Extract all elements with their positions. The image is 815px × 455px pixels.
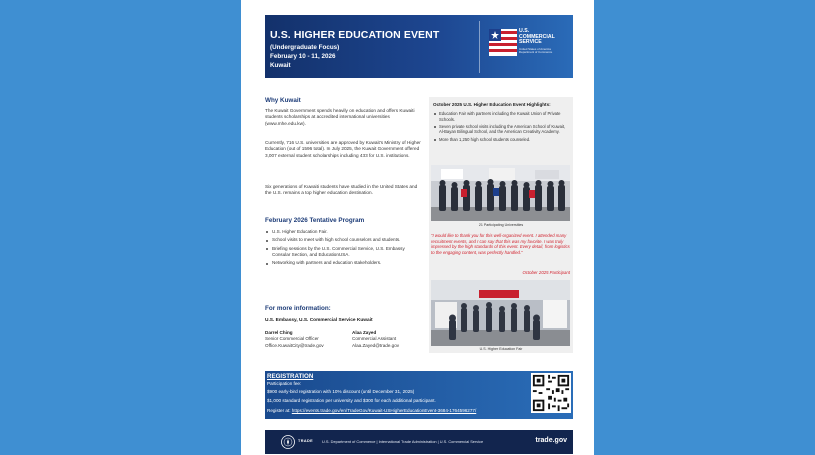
photo-caption-2: U.S. Higher Education Fair xyxy=(479,347,523,351)
logo-subtext xyxy=(519,48,552,55)
event-dates: February 10 - 11, 2026 xyxy=(270,53,336,60)
why-paragraph-2: Currently, 716 U.S. universities are approved by Kuwait's Ministry of Higher Education (out of 1596 total). In July 2025, the Kuwait Government offered 3,007 external student scholarships including 433 for U.S. institutions. xyxy=(265,140,421,158)
standard-fee: $1,000 standard registration per university and $300 for each additional participant. xyxy=(267,398,436,403)
why-paragraph-1: The Kuwait Government spends heavily on education and offers Kuwaiti students scholarships at accredited international universities (www.mhe.edu.kw). xyxy=(265,108,415,126)
registration-panel xyxy=(265,371,573,419)
footer-text: U.S. Department of Commerce | International Trade Administration | U.S. Commercial Service xyxy=(322,439,484,444)
logo-line-2: COMMERCIAL xyxy=(519,33,555,40)
participant-quote: "I would like to thank you for this well-organized event. I attended many recruitment events, and I can say that this was my favorite. I was truly impressed by the high standards of this event. Every detail, from logistics to the engaging content, was perfectly handled." xyxy=(431,233,570,255)
registration-title: REGISTRATION xyxy=(267,373,314,380)
education-fair-photo xyxy=(431,280,570,346)
highlights-panel xyxy=(429,97,573,353)
logo-line-3: SERVICE xyxy=(519,39,542,46)
banner-divider xyxy=(479,21,480,73)
quote-source: October 2025 Participant xyxy=(522,270,570,275)
footer-brand[interactable]: trade.gov xyxy=(535,437,567,444)
program-item: School visits to meet with high school counselors and students. xyxy=(265,237,423,243)
why-paragraph-3: Six generations of Kuwaiti students have studied in the United States and the U.S. remains a top higher education destination. xyxy=(265,184,418,196)
participants-group-photo xyxy=(431,165,570,221)
contact-title: Commercial Assistant xyxy=(352,336,397,342)
highlights-list xyxy=(433,111,571,144)
program-item: Briefing sessions by the U.S. Commercial Service, U.S. Embassy Consular Section, and EducationUSA. xyxy=(265,246,423,258)
logo-line-1: U.S. xyxy=(519,28,530,34)
contact-email[interactable]: Alaa.Zayed@trade.gov xyxy=(352,342,400,348)
footer-org-logo: TRADE xyxy=(298,439,314,443)
header-banner xyxy=(265,15,573,78)
logo-wordmark xyxy=(519,29,555,46)
contact-title: Senior Commercial Officer xyxy=(265,336,319,342)
registration-link[interactable]: https://events.trade.gov/en/TradeGov/Kuwait-USHigherEducationEvent-3684-1764596277/ xyxy=(291,408,477,413)
flyer-page xyxy=(241,0,594,455)
highlights-title: October 2025 U.S. Higher Education Event Highlights: xyxy=(433,102,551,107)
highlight-item: Seven private school visits including the American School of Kuwait, Al-Bayan Bilingual School, and the American Creativity Academy. xyxy=(433,124,571,135)
early-bird-fee: $900 early-bird registration with 10% discount (until December 31, 2025) xyxy=(267,389,415,394)
contact-name: Alaa Zayed xyxy=(352,330,377,335)
why-kuwait-heading: Why Kuwait xyxy=(265,97,301,104)
contact-card xyxy=(265,330,324,349)
program-item: U.S. Higher Education Fair. xyxy=(265,229,423,235)
more-info-heading: For more information: xyxy=(265,305,331,312)
footer-bar xyxy=(265,430,573,454)
registration-qr-code-icon xyxy=(531,373,571,413)
contact-name: Darrel Ching xyxy=(265,330,293,335)
info-org: U.S. Embassy, U.S. Commercial Service Kuwait xyxy=(265,318,373,323)
fee-label: Participation fee: xyxy=(267,381,302,386)
event-title: U.S. HIGHER EDUCATION EVENT xyxy=(270,29,440,41)
program-heading: February 2026 Tentative Program xyxy=(265,217,365,224)
contact-email[interactable]: Office.KuwaitCity@trade.gov xyxy=(265,342,324,348)
commercial-service-logo-icon xyxy=(489,29,517,56)
photo-caption-1: 21 Participating Universities xyxy=(478,223,524,227)
register-line xyxy=(267,408,476,413)
program-item: Networking with partners and education stakeholders. xyxy=(265,260,423,266)
highlight-item: Education Fair with partners including the Kuwait Union of Private Schools. xyxy=(433,111,571,122)
program-list xyxy=(265,229,423,269)
logo-small-2: Department of Commerce xyxy=(519,50,553,55)
highlight-item: More than 1,250 high school students counseled. xyxy=(433,137,571,143)
event-subtitle: (Undergraduate Focus) xyxy=(270,44,340,51)
department-seal-icon xyxy=(281,435,295,449)
event-location: Kuwait xyxy=(270,62,291,69)
contact-card xyxy=(352,330,399,349)
logo-small-1: United States of America xyxy=(519,47,551,51)
register-at-label: Register at: xyxy=(267,408,291,413)
